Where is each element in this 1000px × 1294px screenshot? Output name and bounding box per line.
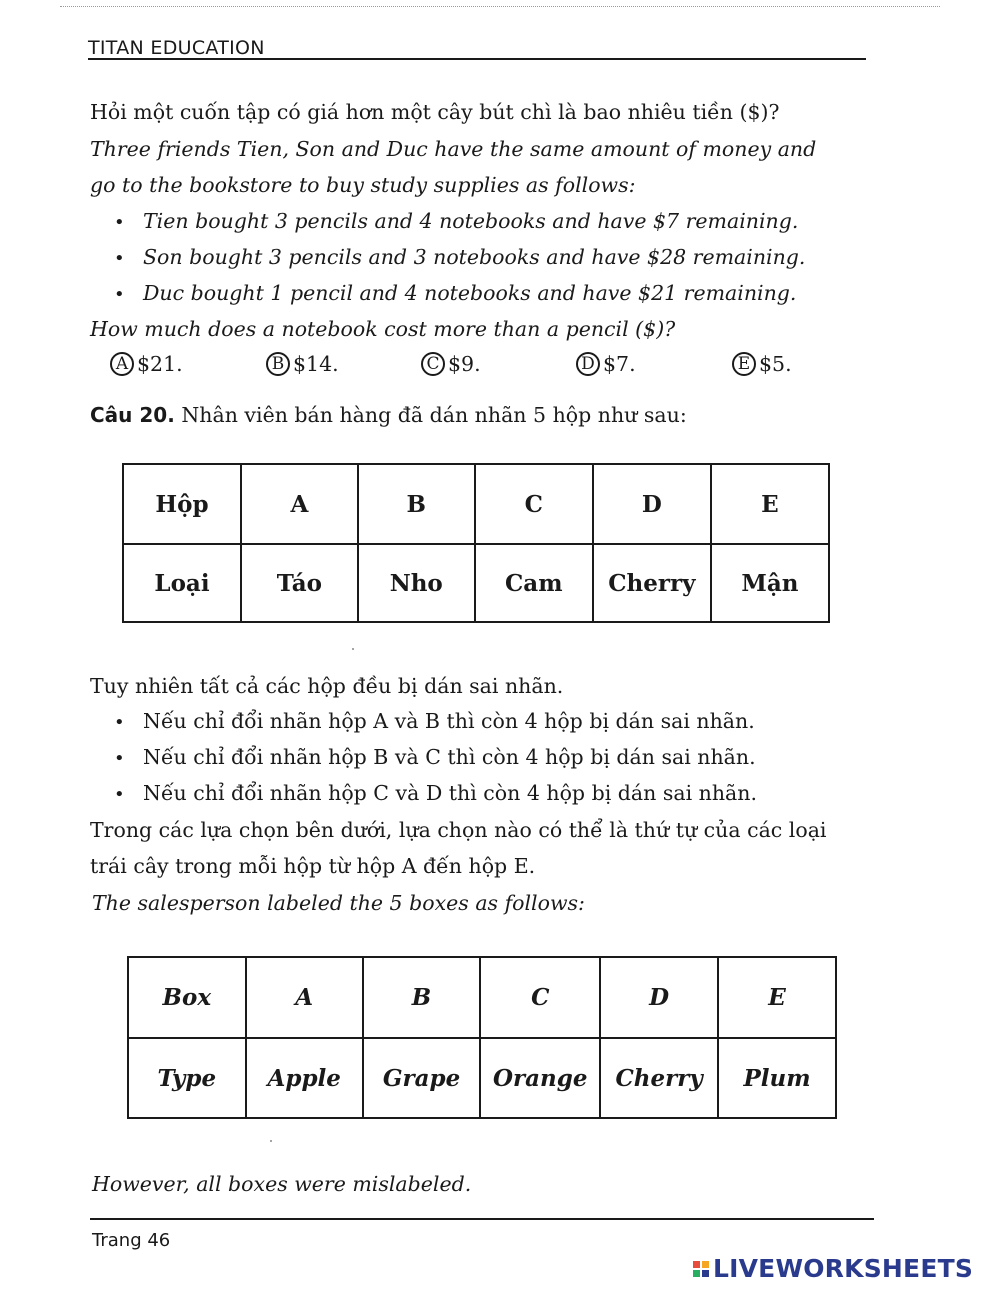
q20-bullet-vi-2: Nếu chỉ đổi nhãn hộp B và C thì còn 4 hộp bị dán sai nhãn. xyxy=(143,745,756,769)
q20-question-vi-2: trái cây trong mỗi hộp từ hộp A đến hộp E. xyxy=(90,854,536,878)
q19-bullet-1: Tien bought 3 pencils and 4 notebooks and have $7 remaining. xyxy=(143,209,799,233)
table-cell: Nho xyxy=(358,544,475,622)
table-vi-row-2 xyxy=(123,544,829,622)
q20-bullet-vi-1: Nếu chỉ đổi nhãn hộp A và B thì còn 4 hộp bị dán sai nhãn. xyxy=(143,709,755,733)
q19-bullet-2: Son bought 3 pencils and 3 notebooks and have $28 remaining. xyxy=(143,245,806,269)
q19-intro-en-2: go to the bookstore to buy study supplies as follows: xyxy=(90,173,636,197)
choice-a-text: $21. xyxy=(137,352,183,376)
table-cell: Mận xyxy=(711,544,829,622)
brand-grid-icon xyxy=(693,1261,709,1277)
table-cell: Loại xyxy=(123,544,241,622)
table-cell: C xyxy=(480,957,600,1038)
q20-note-en: However, all boxes were mislabeled. xyxy=(92,1172,472,1196)
table-cell: Cherry xyxy=(593,544,711,622)
choice-c-text: $9. xyxy=(448,352,481,376)
table-cell: E xyxy=(711,464,829,544)
table-cell: D xyxy=(593,464,711,544)
choice-c-letter: C xyxy=(421,352,445,376)
bullet-icon: • xyxy=(114,212,125,233)
brand-name: LIVEWORKSHEETS xyxy=(713,1254,974,1283)
choice-e-text: $5. xyxy=(759,352,792,376)
bullet-icon: • xyxy=(114,748,125,769)
q20-heading xyxy=(90,405,687,426)
choice-d-letter: D xyxy=(576,352,600,376)
table-cell: Hộp xyxy=(123,464,241,544)
q19-question-en: How much does a notebook cost more than a pencil ($)? xyxy=(90,317,676,341)
table-en-row-2 xyxy=(128,1038,836,1118)
table-cell: E xyxy=(718,957,836,1038)
bullet-icon: • xyxy=(114,284,125,305)
answer-choices xyxy=(110,352,830,384)
table-vi xyxy=(122,463,830,623)
q19-question-vi: Hỏi một cuốn tập có giá hơn một cây bút chì là bao nhiêu tiền ($)? xyxy=(90,100,780,124)
bullet-icon: • xyxy=(114,712,125,733)
table-cell: Cam xyxy=(475,544,593,622)
table-cell: C xyxy=(475,464,593,544)
q20-label: Câu 20. xyxy=(90,403,175,427)
table-cell: Box xyxy=(128,957,246,1038)
q19-bullet-3: Duc bought 1 pencil and 4 notebooks and have $21 remaining. xyxy=(143,281,797,305)
q20-intro-vi: Nhân viên bán hàng đã dán nhãn 5 hộp như sau: xyxy=(181,403,687,427)
scan-speck xyxy=(270,1140,272,1142)
page-header xyxy=(88,36,866,60)
choice-d-text: $7. xyxy=(603,352,636,376)
table-en xyxy=(127,956,837,1119)
table-cell: A xyxy=(241,464,358,544)
footer-rule xyxy=(90,1218,874,1220)
table-cell: B xyxy=(363,957,480,1038)
table-cell: Plum xyxy=(718,1038,836,1118)
table-cell: Grape xyxy=(363,1038,480,1118)
bullet-icon: • xyxy=(114,784,125,805)
table-cell: Cherry xyxy=(600,1038,718,1118)
liveworksheets-logo[interactable] xyxy=(693,1254,973,1283)
q20-intro-en: The salesperson labeled the 5 boxes as follows: xyxy=(92,891,585,915)
brand-square xyxy=(693,1270,700,1277)
bullet-icon: • xyxy=(114,248,125,269)
q19-intro-en-1: Three friends Tien, Son and Duc have the same amount of money and xyxy=(90,137,817,161)
choice-d[interactable] xyxy=(576,352,636,376)
choice-a-letter: A xyxy=(110,352,134,376)
q20-question-vi-1: Trong các lựa chọn bên dưới, lựa chọn nào có thể là thứ tự của các loại xyxy=(90,818,827,842)
table-cell: Apple xyxy=(246,1038,363,1118)
q20-bullet-vi-3: Nếu chỉ đổi nhãn hộp C và D thì còn 4 hộp bị dán sai nhãn. xyxy=(143,781,757,805)
brand-square xyxy=(702,1261,709,1268)
table-vi-row-1 xyxy=(123,464,829,544)
table-cell: Type xyxy=(128,1038,246,1118)
table-cell: B xyxy=(358,464,475,544)
table-cell: Táo xyxy=(241,544,358,622)
brand-square xyxy=(702,1270,709,1277)
table-cell: Orange xyxy=(480,1038,600,1118)
q20-note-vi: Tuy nhiên tất cả các hộp đều bị dán sai nhãn. xyxy=(90,674,564,698)
choice-b[interactable] xyxy=(266,352,339,376)
header-title: TITAN EDUCATION xyxy=(88,37,265,59)
table-cell: A xyxy=(246,957,363,1038)
scan-artifact-top xyxy=(60,6,940,9)
brand-square xyxy=(693,1261,700,1268)
choice-b-text: $14. xyxy=(293,352,339,376)
choice-a[interactable] xyxy=(110,352,183,376)
scan-speck xyxy=(352,648,354,650)
table-cell: D xyxy=(600,957,718,1038)
choice-c[interactable] xyxy=(421,352,481,376)
choice-e[interactable] xyxy=(732,352,792,376)
choice-b-letter: B xyxy=(266,352,290,376)
table-en-row-1 xyxy=(128,957,836,1038)
choice-e-letter: E xyxy=(732,352,756,376)
page-number: Trang 46 xyxy=(92,1230,171,1251)
